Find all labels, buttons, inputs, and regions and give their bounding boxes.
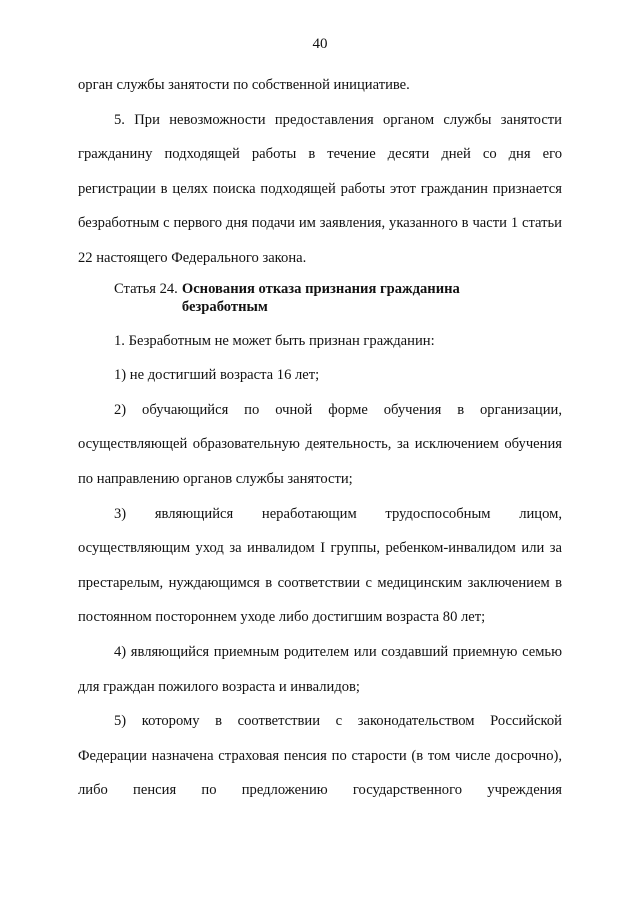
document-body: [78, 68, 562, 808]
list-item-3: 3) являющийся неработающим трудоспособным лицом, осуществляющим уход за инвалидом I группы, ребенком-инвалидом или за престарелым, нуждающимся в соответствии с медицинским заключением в постоянном постороннем уходе либо достигшим возраста 80 лет;: [78, 505, 562, 626]
paragraph-intro: 1. Безработным не может быть признан гражданин:: [114, 332, 435, 349]
list-item-5: 5) которому в соответствии с законодательством Российской Федерации назначена страховая пенсия по старости (в том числе досрочно), либо пенсия по предложению государственного учреждения: [78, 713, 562, 799]
article-heading: [78, 280, 562, 316]
paragraph-continuation: орган службы занятости по собственной инициативе.: [78, 77, 410, 93]
list-item-2: 2) обучающийся по очной форме обучения в организации, осуществляющей образовательную деятельность, за исключением обучения по направлению органов службы занятости;: [78, 401, 562, 487]
list-item-4: 4) являющийся приемным родителем или создавший приемную семью для граждан пожилого возраста и инвалидов;: [78, 643, 562, 695]
article-title: Основания отказа признания гражданина безработным: [181, 280, 460, 315]
article-number: Статья 24.: [114, 280, 178, 297]
list-item-1: 1) не достигший возраста 16 лет;: [114, 367, 320, 384]
paragraph-item-5: 5. При невозможности предоставления органом службы занятости гражданину подходящей работы в течение десяти дней со дня его регистрации в целях поиска подходящей работы этот гражданин признается безработным с первого дня подачи им заявления, указанного в части 1 статьи 22 настоящего Федерального закона.: [78, 111, 562, 266]
page-number: 40: [312, 36, 328, 52]
